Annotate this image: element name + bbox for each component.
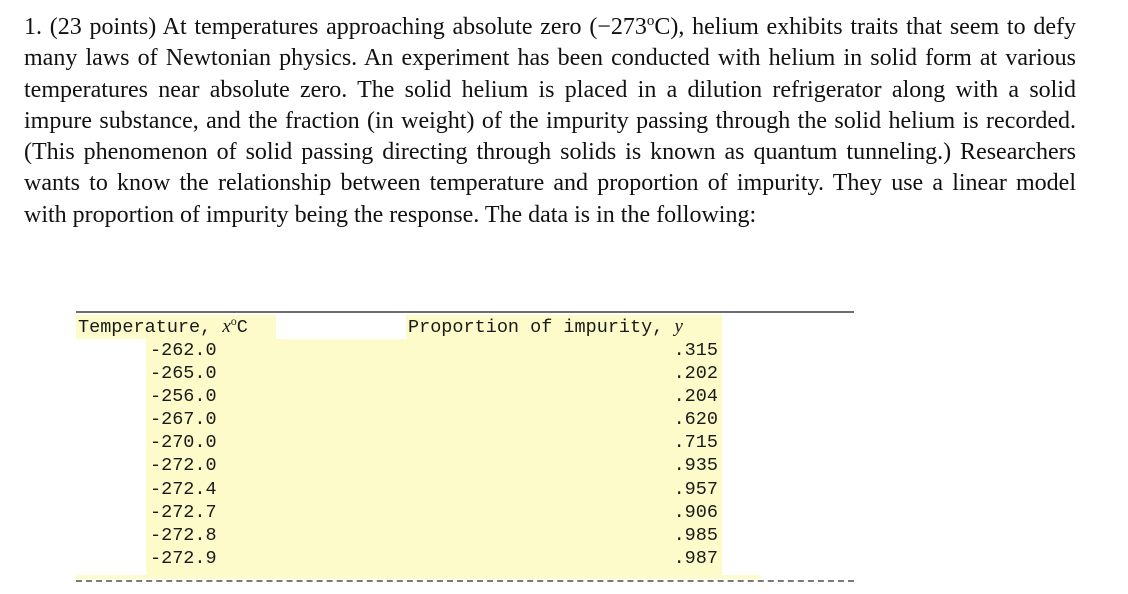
- proportion-cell: .906: [673, 501, 718, 523]
- problem-text-lead: 1. (23 points) At temperatures approaching absolute zero (−273: [24, 14, 647, 40]
- header-temperature-unit: C: [236, 317, 248, 338]
- temperature-cell: -267.0: [150, 409, 217, 431]
- proportion-cell: .987: [673, 547, 718, 569]
- table-row: [76, 524, 854, 547]
- proportion-cell: .204: [673, 386, 718, 408]
- table-body: [76, 339, 854, 570]
- proportion-cell: .935: [673, 455, 718, 477]
- temperature-cell: -272.8: [150, 524, 217, 546]
- proportion-cell: .715: [673, 432, 718, 454]
- table-row: [76, 339, 854, 362]
- highlight-bottom-strip: [76, 575, 761, 579]
- table-row: [76, 431, 854, 454]
- temperature-cell: -256.0: [150, 386, 217, 408]
- problem-text-rest: C), helium exhibits traits that seem to defy many laws of Newtonian physics. An experiment has been conducted with helium in solid form at various temperatures near absolute zero. The solid helium is placed in a dilution refrigerator along with a solid impure substance, and the fraction (in weight) of the impurity passing through the solid helium is recorded. (This phenomenon of solid passing directing through solids is known as quantum tunneling.) Researchers wants to know the relationship between temperature and proportion of impurity. They use a linear model with proportion of impurity being the response. The data is in the following:: [24, 14, 1076, 228]
- proportion-cell: .620: [673, 409, 718, 431]
- column-header-proportion: [408, 315, 683, 340]
- proportion-cell: .202: [673, 363, 718, 385]
- proportion-cell: .985: [673, 524, 718, 546]
- table-row: [76, 547, 854, 570]
- table-row: [76, 478, 854, 501]
- proportion-cell: .957: [673, 478, 718, 500]
- table-bottom-rule: [76, 580, 854, 582]
- header-temperature-label: Temperature,: [78, 317, 223, 338]
- table-row: [76, 408, 854, 431]
- table-row: [76, 385, 854, 408]
- table-row: [76, 454, 854, 477]
- table-row: [76, 501, 854, 524]
- temperature-cell: -270.0: [150, 432, 217, 454]
- temperature-cell: -272.7: [150, 501, 217, 523]
- temperature-cell: -262.0: [150, 340, 217, 361]
- table-top-rule: [76, 311, 854, 313]
- column-header-temperature: [78, 315, 248, 340]
- temperature-cell: -265.0: [150, 363, 217, 385]
- header-temperature-variable: x: [222, 316, 231, 337]
- proportion-cell: .315: [673, 340, 718, 361]
- data-table: [76, 309, 854, 587]
- degree-symbol: o: [646, 13, 655, 29]
- header-degree-symbol: o: [230, 314, 237, 328]
- temperature-cell: -272.0: [150, 455, 217, 477]
- temperature-cell: -272.9: [150, 547, 217, 569]
- header-proportion-variable: y: [674, 316, 683, 337]
- problem-statement: [24, 12, 1076, 231]
- header-proportion-label: Proportion of impurity,: [408, 317, 675, 338]
- temperature-cell: -272.4: [150, 478, 217, 500]
- table-row: [76, 362, 854, 385]
